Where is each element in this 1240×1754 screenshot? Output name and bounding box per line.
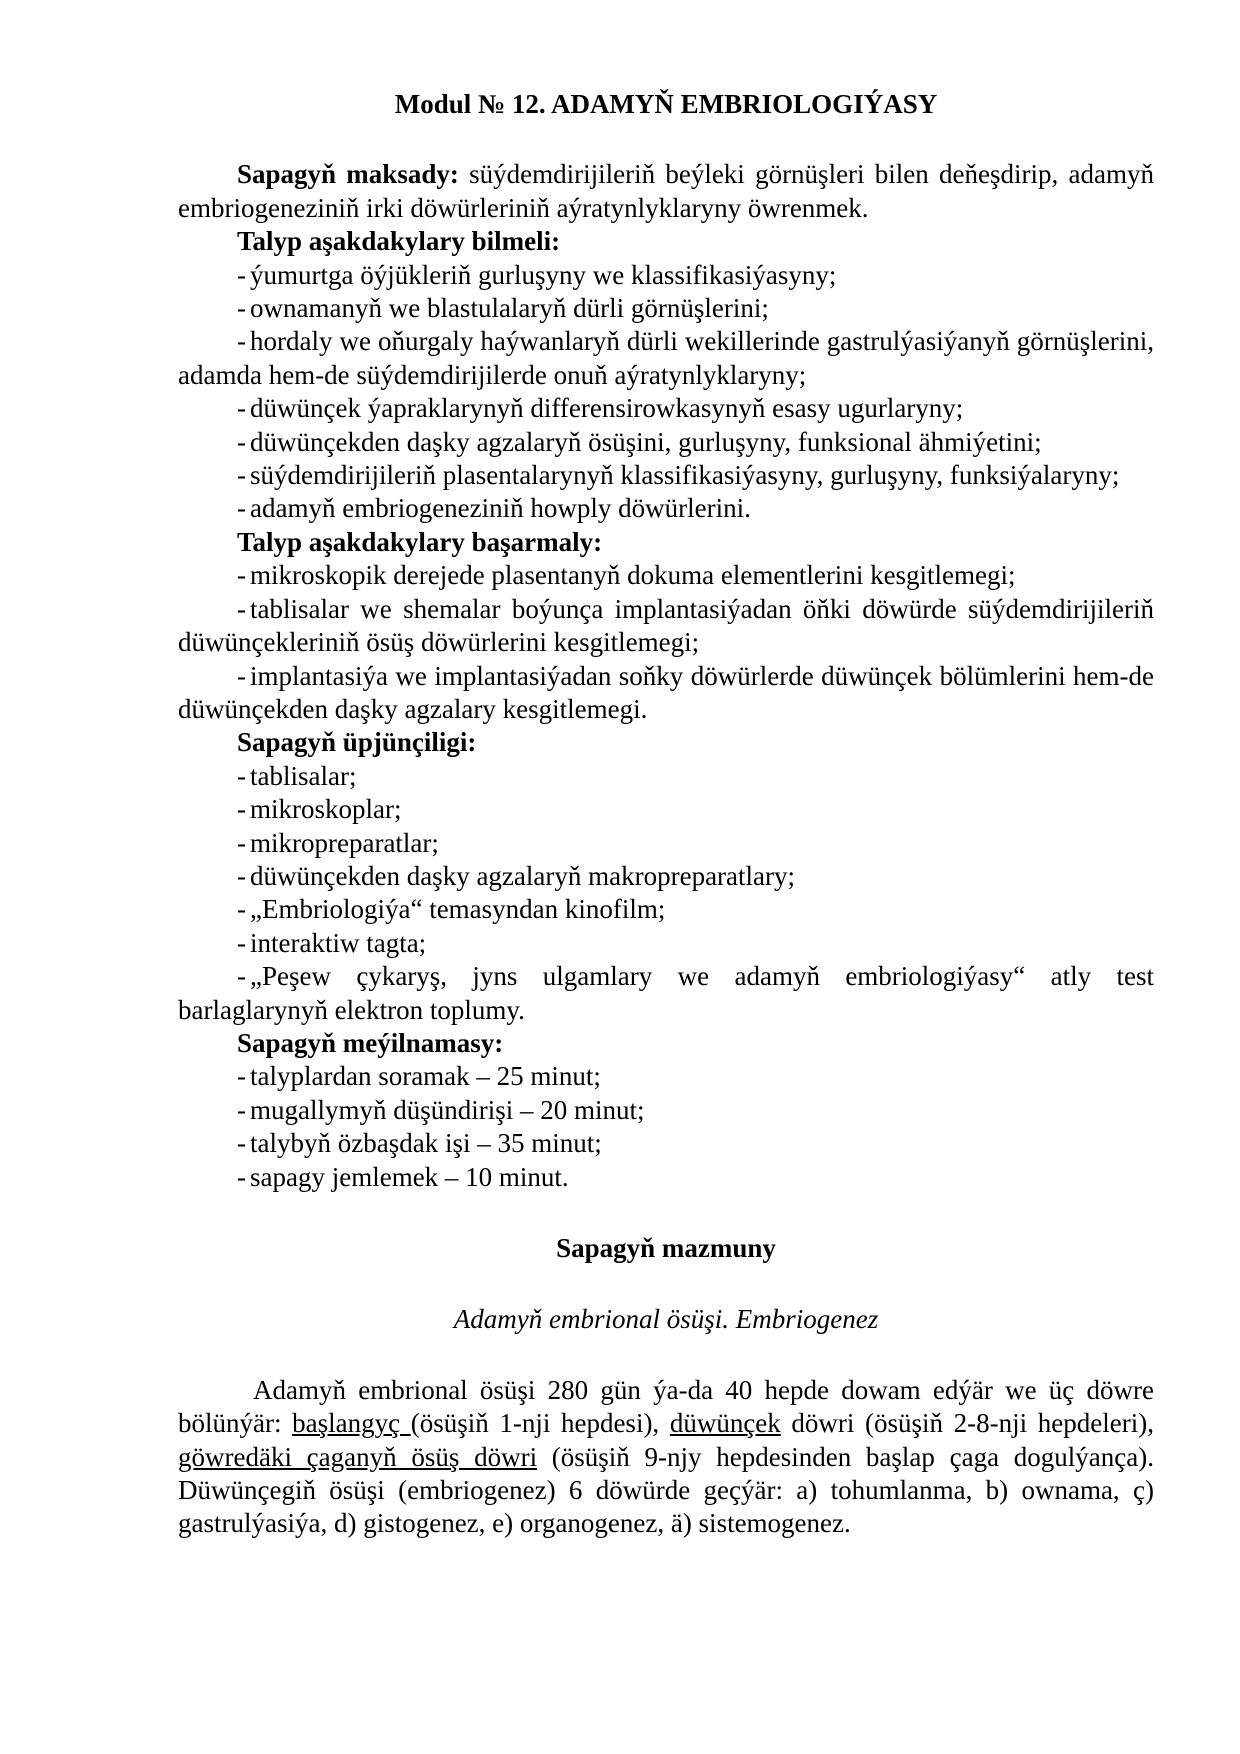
list-item-text: ýumurtga öýjükleriň gurluşyny we klassifikasiýasyny;	[250, 259, 837, 290]
list-item	[178, 827, 1154, 860]
list-dash: -	[237, 493, 246, 524]
list-item-text: mikroskoplar;	[250, 794, 402, 825]
list-item-text: interaktiw tagta;	[250, 927, 427, 958]
paragraph-text: Adamyň embrional ösüşi 280 gün ýa-da 40 hepde dowam edýär we üç döwre bölünýär:	[178, 1374, 1154, 1439]
list-item	[178, 760, 1154, 793]
list-item	[178, 1161, 1154, 1194]
plan-heading: Sapagyň meýilnamasy:	[237, 1027, 504, 1058]
list-dash: -	[237, 860, 246, 891]
goal-label: Sapagyň maksady:	[237, 159, 459, 190]
list-dash: -	[237, 326, 246, 357]
list-dash: -	[237, 1161, 246, 1192]
paragraph-text: (ösüşiň 1-nji hepdesi),	[410, 1408, 670, 1439]
underlined-term: göwredäki çaganyň ösüş döwri	[178, 1441, 538, 1472]
list-dash: -	[237, 1061, 246, 1092]
list-item-text: düwünçek ýapraklarynyň differensirowkasynyň esasy ugurlaryny;	[250, 393, 964, 424]
list-dash: -	[237, 794, 246, 825]
list-item-text: talyplardan soramak – 25 minut;	[250, 1061, 601, 1092]
list-dash: -	[237, 460, 246, 491]
list-item-text: ownamanyň we blastulalaryň dürli görnüşlerini;	[250, 293, 769, 324]
list-item	[178, 259, 1154, 292]
list-item-text: düwünçekden daşky agzalaryň ösüşini, gurluşyny, funksional ähmiýetini;	[250, 426, 1042, 457]
list-item	[178, 1060, 1154, 1093]
list-item	[178, 392, 1154, 425]
list-item-text: tablisalar we shemalar boýunça implantasiýadan öňki döwürde süýdemdirijileriň düwünçekleriniň ösüş döwürlerini kesgitlemegi;	[178, 593, 1154, 658]
list-dash: -	[237, 293, 246, 324]
content-paragraph	[178, 1374, 1154, 1541]
underlined-term: düwünçek	[669, 1408, 781, 1439]
list-dash: -	[237, 426, 246, 457]
list-dash: -	[237, 393, 246, 424]
list-item	[178, 860, 1154, 893]
underlined-term: başlangyç	[292, 1408, 411, 1439]
paragraph-text: (ösüşiň 9-njy hepdesinden başlap çaga dogulýança). Düwünçegiň ösüşi (embriogenez) 6 döwürde geçýär: a) tohumlanma, b) ownama, ç) gastrulýasiýa, d) gistogenez, e) organogenez, ä) sistemogenez.	[178, 1441, 1154, 1539]
list-item	[178, 927, 1154, 960]
list-item	[178, 1094, 1154, 1127]
list-item	[178, 1127, 1154, 1160]
list-item-text: implantasiýa we implantasiýadan soňky döwürlerde düwünçek bölümlerini hem-de düwünçekden daşky agzalary kesgitlemegi.	[178, 660, 1154, 724]
content-heading: Sapagyň mazmuny	[556, 1233, 776, 1263]
goal-paragraph	[178, 158, 1154, 225]
list-item	[178, 960, 1154, 1027]
list-item	[178, 559, 1154, 592]
list-dash: -	[237, 894, 246, 925]
list-item	[178, 292, 1154, 325]
list-item	[178, 793, 1154, 826]
list-item-text: düwünçekden daşky agzalaryň makropreparatlary;	[250, 860, 796, 891]
paragraph-text: döwri (ösüşiň 2-8-nji hepdeleri),	[780, 1408, 1154, 1439]
list-item-text: „Peşew çykaryş, jyns ulgamlary we adamyň embriologiýasy“ atly test barlaglarynyň elektron toplumy.	[178, 961, 1154, 1025]
list-item-text: mikroskopik derejede plasentanyň dokuma elementlerini kesgitlemegi;	[250, 560, 1016, 591]
list-dash: -	[237, 259, 246, 290]
list-item	[178, 459, 1154, 492]
list-item-text: talybyň özbaşdak işi – 35 minut;	[250, 1128, 602, 1159]
list-item-text: hordaly we oňurgaly haýwanlaryň dürli wekillerinde gastrulýasiýanyň görnüşlerini, adamda hem-de süýdemdirijilerde onuň aýratynlyklaryny;	[178, 326, 1154, 390]
list-item	[178, 325, 1154, 392]
list-item-text: tablisalar;	[250, 760, 357, 791]
list-dash: -	[237, 827, 246, 858]
list-item	[178, 426, 1154, 459]
page-title: Modul № 12. ADAMYŇ EMBRIOLOGIÝASY	[394, 89, 938, 119]
list-dash: -	[237, 593, 246, 624]
know-heading: Talyp aşakdakylary bilmeli:	[237, 226, 561, 257]
list-item-text: „Embriologiýa“ temasyndan kinofilm;	[250, 894, 666, 925]
list-dash: -	[237, 1128, 246, 1159]
list-dash: -	[237, 660, 246, 691]
list-dash: -	[237, 927, 246, 958]
list-item-text: süýdemdirijileriň plasentalarynyň klassifikasiýasyny, gurluşyny, funksiýalaryny;	[250, 460, 1120, 491]
list-item	[178, 893, 1154, 926]
equipment-heading: Sapagyň üpjünçiligi:	[237, 727, 477, 758]
list-item-text: adamyň embriogeneziniň howply döwürlerini.	[250, 493, 751, 524]
do-heading: Talyp aşakdakylary başarmaly:	[237, 526, 603, 557]
list-dash: -	[237, 1094, 246, 1125]
list-item	[178, 492, 1154, 525]
list-dash: -	[237, 560, 246, 591]
content-subheading: Adamyň embrional ösüşi. Embriogenez	[453, 1304, 879, 1335]
list-item	[178, 660, 1154, 727]
list-item-text: mikropreparatlar;	[250, 827, 439, 858]
list-item-text: mugallymyň düşündirişi – 20 minut;	[250, 1094, 645, 1125]
list-item-text: sapagy jemlemek – 10 minut.	[250, 1161, 569, 1192]
document-page	[178, 88, 1154, 1541]
list-dash: -	[237, 760, 246, 791]
list-item	[178, 593, 1154, 660]
list-dash: -	[237, 961, 246, 992]
goal-text: süýdemdirijileriň beýleki görnüşleri bilen deňeşdirip, adamyň embriogeneziniň irki döwürleriniň aýratynlyklaryny öwrenmek.	[178, 159, 1155, 223]
